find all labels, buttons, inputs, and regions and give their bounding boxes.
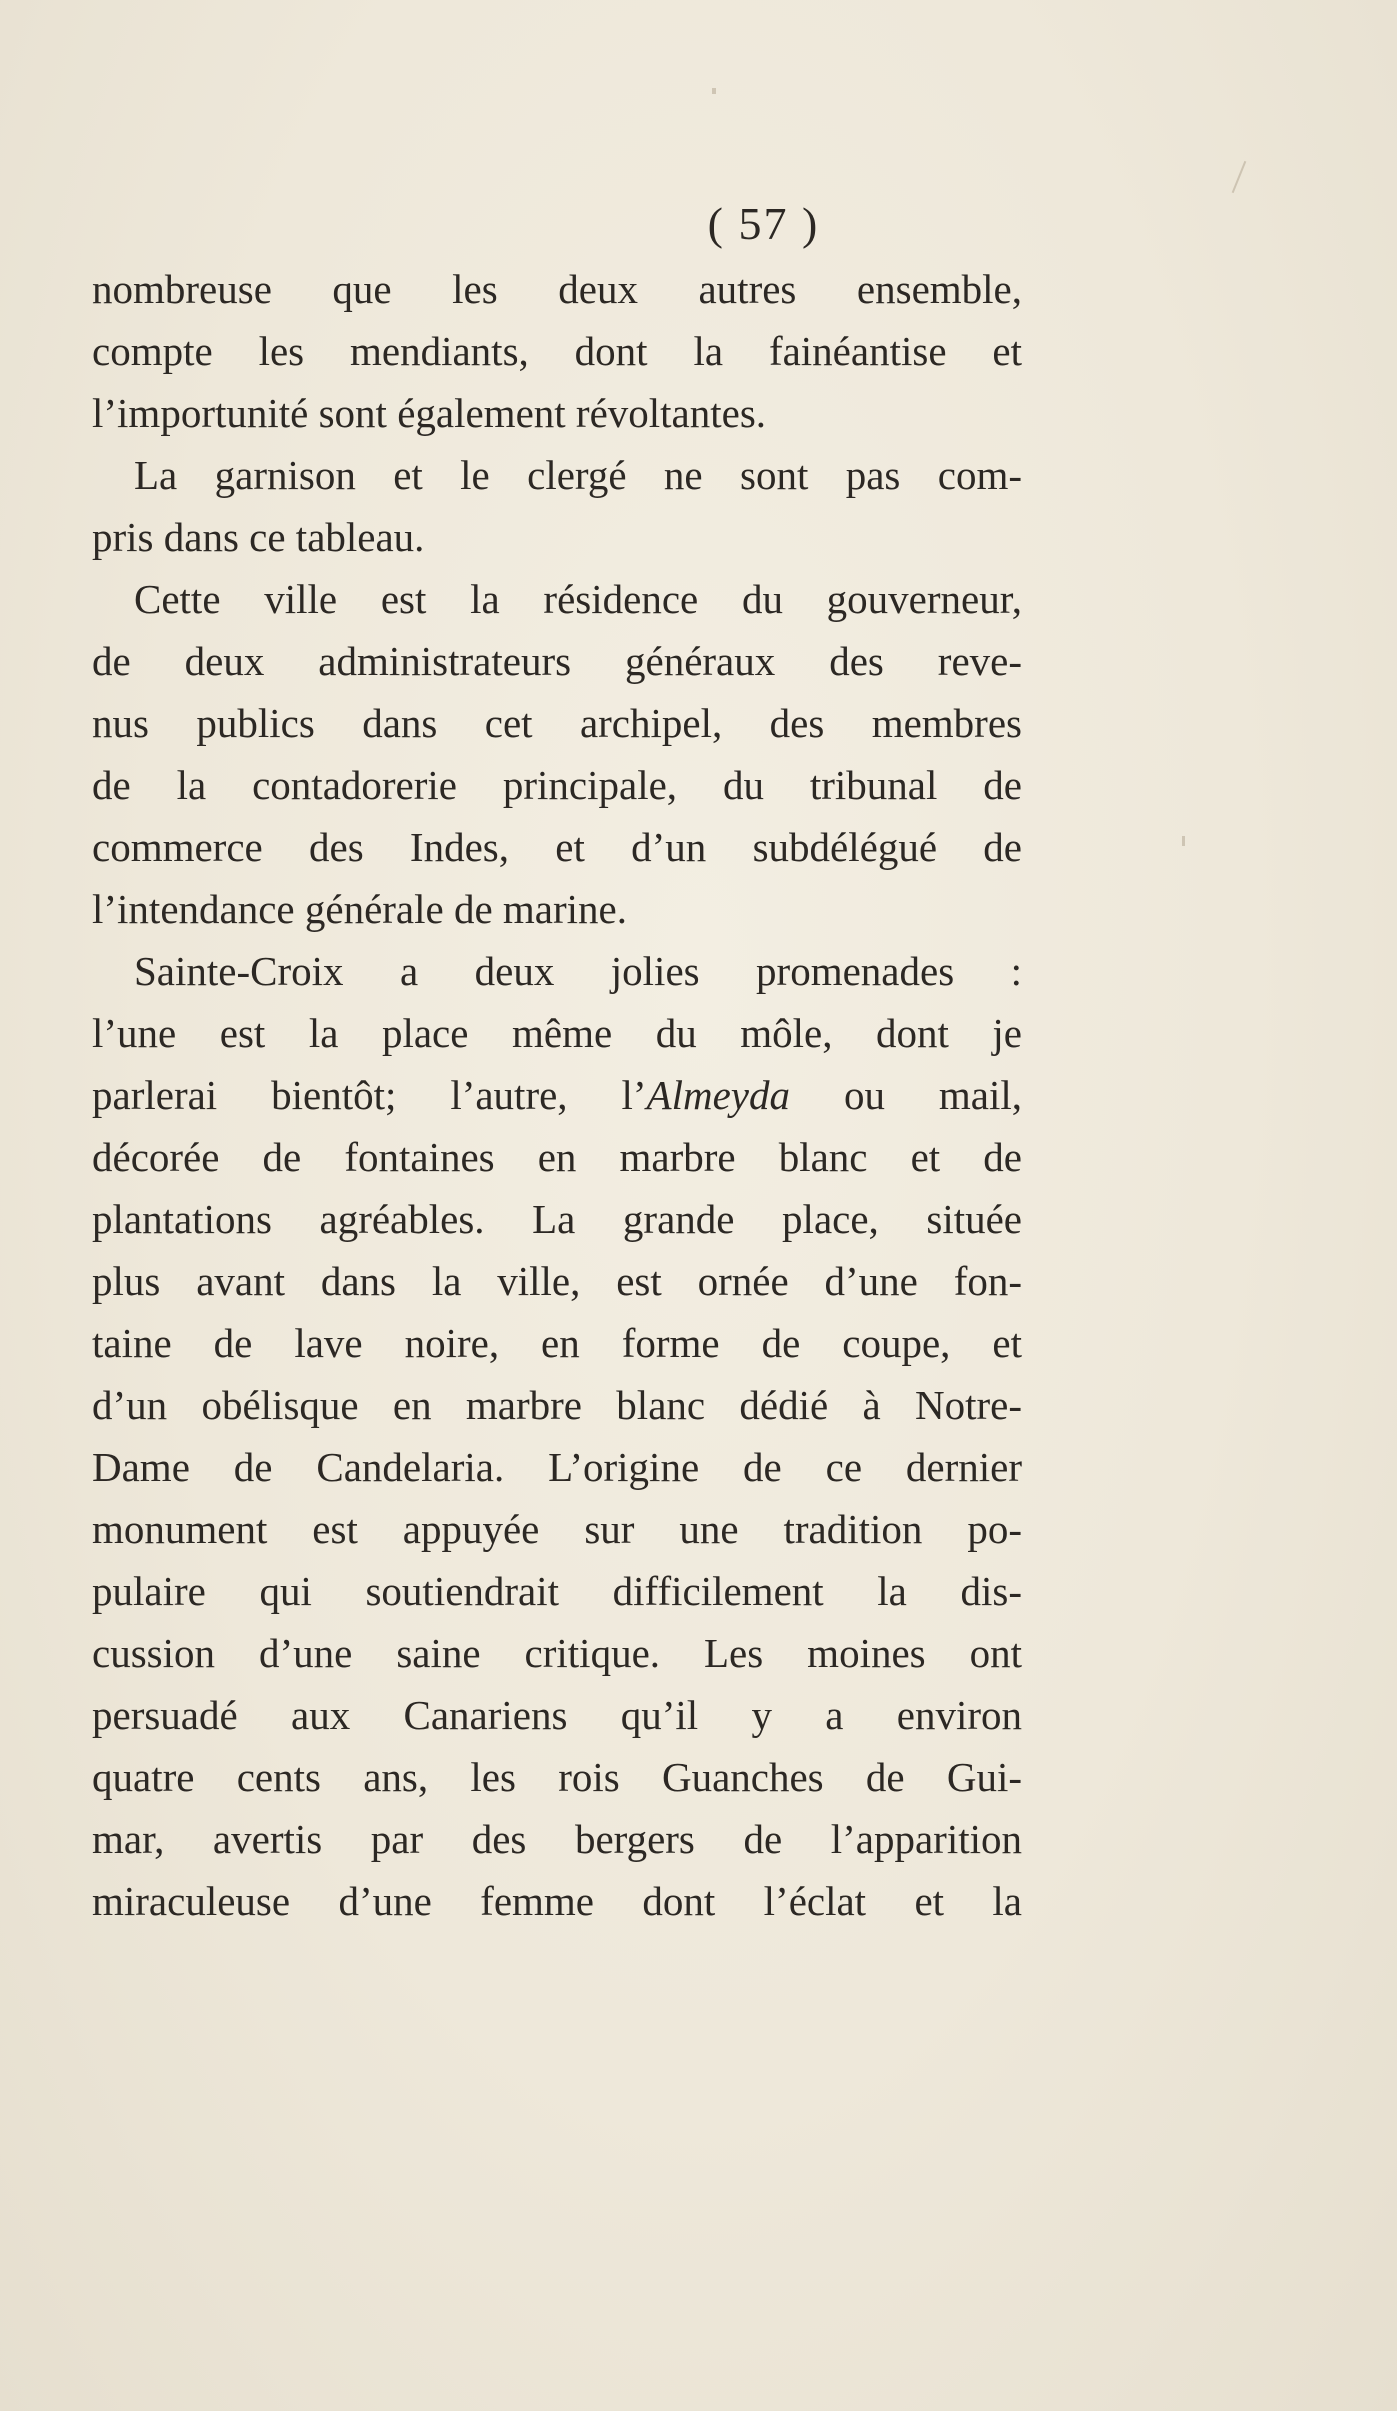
text-line: décorée de fontaines en marbre blanc et de [92,1134,1022,1180]
paper-speck [1182,836,1185,846]
text-segment: parlerai bientôt; l’autre, l’ [92,1072,647,1118]
text-line: La garnison et le clergé ne sont pas com- [134,452,1022,498]
text-line: Dame de Candelaria. L’origine de ce dernier [92,1444,1022,1490]
text-line: nombreuse que les deux autres ensemble, [92,266,1022,312]
text-line: quatre cents ans, les rois Guanches de Gui- [92,1754,1022,1800]
text-segment: ou mail, [790,1072,1022,1118]
text-line: l’intendance générale de marine. [92,886,627,932]
text-line: miraculeuse d’une femme dont l’éclat et la [92,1878,1022,1924]
body-text [92,258,1022,1932]
text-line: l’une est la place même du môle, dont je [92,1010,1022,1056]
text-line: Cette ville est la résidence du gouverneur, [134,576,1022,622]
text-line: taine de lave noire, en forme de coupe, et [92,1320,1022,1366]
text-line: pulaire qui soutiendrait difficilement la dis- [92,1568,1022,1614]
text-line: l’importunité sont également révoltantes. [92,390,767,436]
text-line: mar, avertis par des bergers de l’apparition [92,1816,1022,1862]
text-line: de la contadorerie principale, du tribunal de [92,762,1022,808]
page-number: ( 57 ) [707,198,820,249]
text-line: persuadé aux Canariens qu’il y a environ [92,1692,1022,1738]
text-line: monument est appuyée sur une tradition po- [92,1506,1022,1552]
text-line: cussion d’une saine critique. Les moines ont [92,1630,1022,1676]
italic-word: Almeyda [646,1072,790,1118]
text-line: pris dans ce tableau. [92,514,425,560]
text-line: nus publics dans cet archipel, des membres [92,700,1022,746]
text-line: compte les mendiants, dont la fainéantise et [92,328,1022,374]
text-line: d’un obélisque en marbre blanc dédié à Notre- [92,1382,1022,1428]
paper-speck [1232,161,1247,193]
text-line: plus avant dans la ville, est ornée d’une fon- [92,1258,1022,1304]
paper-speck [712,88,716,94]
text-line-with-italic [92,1064,1022,1126]
text-line: Sainte-Croix a deux jolies promenades : [134,948,1022,994]
text-line: commerce des Indes, et d’un subdélégué de [92,824,1022,870]
text-line: de deux administrateurs généraux des reve- [92,638,1022,684]
text-line: plantations agréables. La grande place, située [92,1196,1022,1242]
